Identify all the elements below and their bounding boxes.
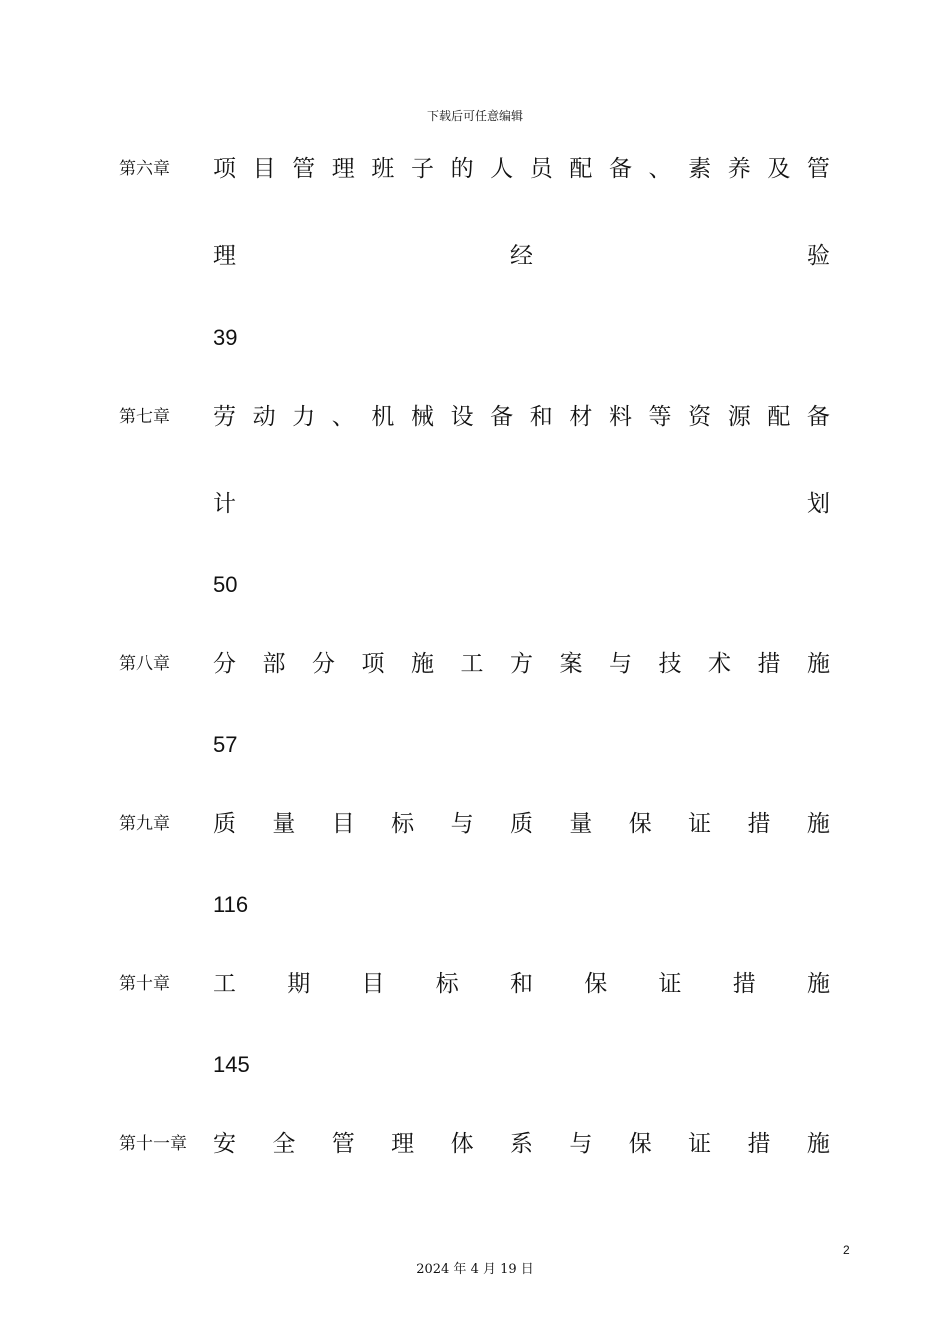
title-char: 管 [331, 1131, 355, 1157]
title-char: 施 [806, 1131, 830, 1157]
title-char: 量 [272, 811, 296, 837]
title-char: 力 [292, 404, 316, 430]
title-char: 设 [450, 404, 474, 430]
title-char: 计 [213, 491, 236, 517]
title-char: 证 [658, 971, 682, 997]
title-char: 措 [757, 651, 781, 677]
title-char: 方 [510, 651, 533, 677]
title-char: 及 [767, 156, 791, 182]
title-char: 备 [806, 404, 830, 430]
title-char: 配 [767, 404, 791, 430]
chapter-7-title-line-1 [213, 398, 830, 431]
title-char: 理 [391, 1131, 415, 1157]
title-char: 工 [213, 971, 236, 997]
title-char: 分 [213, 651, 236, 677]
chapter-8-title-line-1 [213, 645, 830, 678]
title-char: 项 [213, 156, 236, 182]
title-char: 案 [559, 651, 583, 677]
title-char: 配 [569, 156, 593, 182]
title-char: 目 [361, 971, 385, 997]
title-char: 全 [272, 1131, 296, 1157]
chapter-label-10: 第十章 [119, 974, 170, 994]
title-char: 安 [213, 1131, 236, 1157]
title-char: 资 [688, 404, 712, 430]
title-char: 目 [331, 811, 355, 837]
title-char: 人 [490, 156, 514, 182]
title-char: 施 [411, 651, 434, 677]
title-char: 质 [509, 811, 533, 837]
title-char: 和 [510, 971, 533, 997]
footer-date: 2024 年 4 月 19 日 [416, 1262, 534, 1277]
title-char: 料 [608, 404, 632, 430]
title-char: 施 [807, 971, 830, 997]
title-char: 质 [213, 811, 236, 837]
title-char: 量 [569, 811, 593, 837]
title-char: 、 [648, 156, 672, 182]
title-char: 员 [529, 156, 553, 182]
title-char: 证 [688, 811, 712, 837]
title-char: 劳 [213, 404, 236, 430]
chapter-label-6: 第六章 [119, 159, 170, 179]
title-char: 措 [747, 811, 771, 837]
title-char: 与 [450, 811, 474, 837]
title-char: 划 [807, 491, 830, 517]
title-char: 、 [331, 404, 355, 430]
title-char: 保 [584, 971, 608, 997]
title-char: 目 [252, 156, 276, 182]
title-char: 备 [490, 404, 514, 430]
title-char: 的 [450, 156, 474, 182]
title-char: 分 [312, 651, 335, 677]
title-char: 等 [648, 404, 672, 430]
title-char: 经 [510, 243, 533, 269]
title-char: 部 [262, 651, 286, 677]
title-char: 术 [708, 651, 731, 677]
chapter-9-page-number: 116 [213, 892, 249, 917]
chapter-6-title-line-1 [213, 150, 830, 183]
chapter-label-8: 第八章 [119, 654, 170, 674]
title-char: 措 [747, 1131, 771, 1157]
chapter-10-title-line-1 [213, 965, 830, 998]
title-char: 子 [410, 156, 434, 182]
chapter-label-9: 第九章 [119, 814, 170, 834]
chapter-6-page-number: 39 [213, 325, 238, 350]
title-char: 和 [529, 404, 553, 430]
chapter-6-title-line-2 [213, 237, 830, 270]
title-char: 班 [371, 156, 395, 182]
title-char: 体 [450, 1131, 474, 1157]
chapter-11-title-line-1 [213, 1125, 830, 1158]
chapter-10-page-number: 145 [213, 1052, 250, 1077]
title-char: 动 [252, 404, 276, 430]
title-char: 保 [628, 1131, 652, 1157]
title-char: 材 [569, 404, 593, 430]
title-char: 期 [287, 971, 311, 997]
chapter-label-7: 第七章 [119, 407, 170, 427]
title-char: 施 [806, 811, 830, 837]
title-char: 械 [410, 404, 434, 430]
title-char: 养 [727, 156, 751, 182]
title-char: 证 [688, 1131, 712, 1157]
title-char: 验 [807, 243, 830, 269]
title-char: 理 [331, 156, 355, 182]
title-char: 措 [732, 971, 756, 997]
title-char: 技 [658, 651, 682, 677]
title-char: 管 [806, 156, 830, 182]
chapter-label-11: 第十一章 [119, 1134, 187, 1154]
title-char: 理 [213, 243, 236, 269]
title-char: 标 [435, 971, 459, 997]
title-char: 系 [509, 1131, 533, 1157]
page-number: 2 [843, 1243, 850, 1257]
title-char: 源 [727, 404, 751, 430]
title-char: 标 [391, 811, 415, 837]
title-char: 保 [628, 811, 652, 837]
title-char: 与 [609, 651, 632, 677]
title-char: 与 [569, 1131, 593, 1157]
title-char: 管 [292, 156, 316, 182]
title-char: 工 [460, 651, 484, 677]
title-char: 施 [807, 651, 830, 677]
page-header: 下载后可任意编辑 [426, 109, 523, 123]
chapter-8-page-number: 57 [213, 732, 238, 757]
title-char: 备 [608, 156, 632, 182]
chapter-7-page-number: 50 [213, 572, 238, 597]
title-char: 素 [688, 156, 712, 182]
chapter-7-title-line-2 [213, 485, 830, 518]
chapter-9-title-line-1 [213, 805, 830, 838]
title-char: 机 [371, 404, 395, 430]
title-char: 项 [361, 651, 385, 677]
